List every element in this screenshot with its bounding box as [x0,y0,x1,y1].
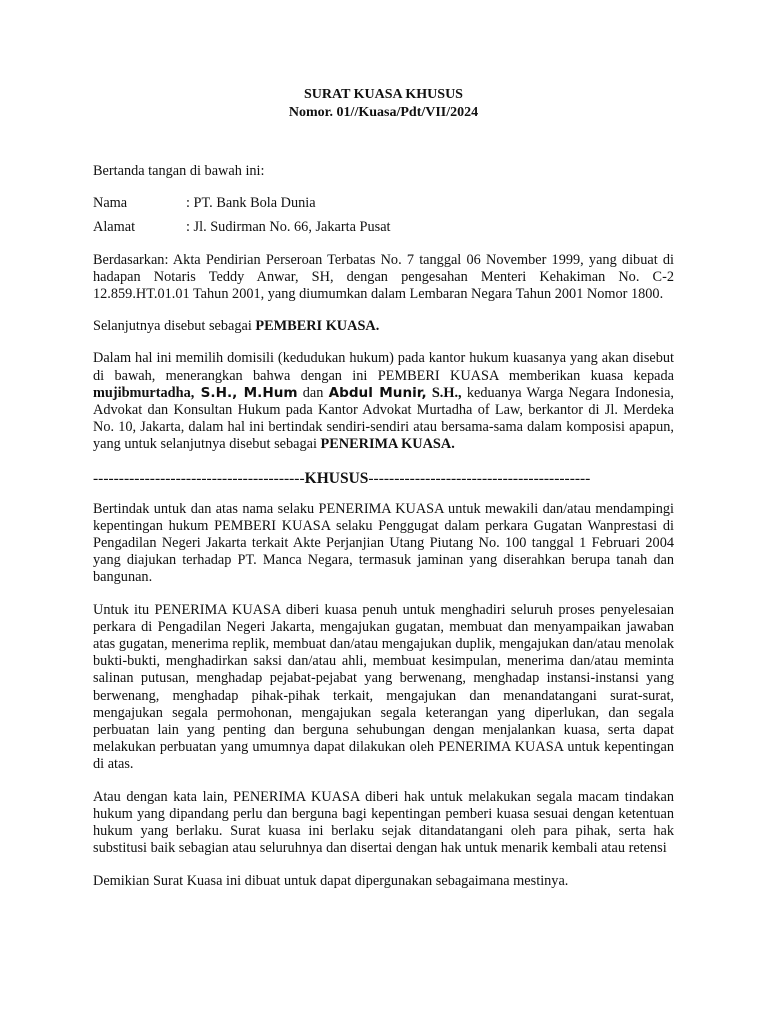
penerima-kuasa-role: PENERIMA KUASA [320,436,452,453]
lawyer2-title: S.H., [426,384,462,401]
pemberi-kuasa-role: PEMBERI KUASA [255,318,376,335]
selanjutnya-prefix: Selanjutnya disebut sebagai [93,318,256,335]
divider-left-dashes: ----------------------------------------- [93,469,305,487]
grantor-address-row [93,219,674,236]
grantor-name-label: Nama [93,195,128,212]
paragraph-atau: Atau dengan kata lain, PENERIMA KUASA diberi hak untuk melakukan segala macam tindakan hukum yang dipandang perlu dan berguna bagi kepentingan pemberi kuasa sesuai dengan ketentuan hukum yang berlaku. Surat kuasa ini berlaku sejak ditandatangani oleh para pihak, serta hak substitusi baik sebagian atau seluruhnya dan disertai dengan hak untuk menarik kembali atau retensi [93,788,674,857]
divider-khusus-word: KHUSUS [304,469,369,487]
document-title: SURAT KUASA KHUSUS [304,87,463,102]
lawyer1-title: S.H., M.Hum [194,384,298,401]
domisili-conj: dan [297,384,329,401]
grantor-name-row [93,195,674,212]
selanjutnya-suffix: . [375,318,380,335]
divider-right-dashes: ------------------------------------------- [368,469,591,487]
domisili-part2: keduanya Warga Negara Indonesia, Advokat dan Konsultan Hukum pada Kantor Advokat Murtadha of Law, berkantor di Jl. Merdeka No. 10, Jakarta, dalam hal ini bertindak sendiri-sendiri atau bersama-sama dalam komposisi apapun, yang untuk selanjutnya disebut sebagai [93,384,675,453]
domisili-part1: Dalam hal ini memilih domisili (kedudukan hukum) pada kantor hukum kuasanya yang akan disebut di bawah, menerangkan bahwa dengan ini PEMBERI KUASA memberikan kuasa kepada [93,350,674,384]
paragraph-selanjutnya [93,318,674,335]
lawyer1-name: mujibmurtadha, [93,384,195,401]
paragraph-untuk-itu: Untuk itu PENERIMA KUASA diberi kuasa penuh untuk menghadiri seluruh proses penyelesaian perkara di Pengadilan Negeri Jakarta, mengajukan gugatan, membuat dan menyampaikan jawaban atas gugatan, menerima replik, membuat dan/atau mengajukan duplik, mengajukan dan/atau menolak bukti-bukti, menghadirkan saksi dan/atau ahli, membuat kesimpulan, menerima dan/atau meminta salinan putusan, menghadap pejabat-pejabat yang berwenang, menghadap instansi-instansi yang berwenang, menghadap pihak-pihak terkait, mengajukan dan menandatangani surat-surat, mengajukan segala permohonan, mengajukan segala keterangan yang diperlukan, dan segala perbuatan lain yang penting dan berguna sehubungan dengan menjalankan kuasa, serta dapat melakukan perbuatan yang umumnya dapat dilakukan oleh PENERIMA KUASA untuk kepentingan di atas. [93,601,674,773]
paragraph-bertindak: Bertindak untuk dan atas nama selaku PENERIMA KUASA untuk mewakili dan/atau mendampingi kepentingan hukum PEMBERI KUASA selaku Penggugat dalam perkara Gugatan Wanprestasi di Pengadilan Negeri Jakarta terkait Akte Perjanjian Utang Piutang No. 100 tanggal 1 Februari 2004 yang diajukan terhadap PT. Manca Negara, termasuk jaminan yang diserahkan berupa tanah dan bangunan. [93,500,674,586]
grantor-name-value: : PT. Bank Bola Dunia [186,195,316,212]
lawyer2-name: Abdul Munir, [328,384,427,401]
grantor-address-label: Alamat [93,219,136,236]
domisili-suffix: . [451,436,455,453]
paragraph-demikian: Demikian Surat Kuasa ini dibuat untuk dapat dipergunakan sebagaimana mestinya. [93,872,569,889]
khusus-divider [93,469,674,489]
document-number: Nomor. 01//Kuasa/Pdt/VII/2024 [288,105,479,120]
paragraph-domisili [93,350,674,453]
grantor-address-value: : Jl. Sudirman No. 66, Jakarta Pusat [186,219,391,236]
intro-text: Bertanda tangan di bawah ini: [93,163,265,179]
paragraph-berdasarkan: Berdasarkan: Akta Pendirian Perseroan Terbatas No. 7 tanggal 06 November 1999, yang dibuat di hadapan Notaris Teddy Anwar, SH, dengan pengesahan Menteri Kehakiman No. C-2 12.859.HT.01.01 Tahun 2001, yang diumumkan dalam Lembaran Negara Tahun 2001 Nomor 1800. [93,251,674,303]
